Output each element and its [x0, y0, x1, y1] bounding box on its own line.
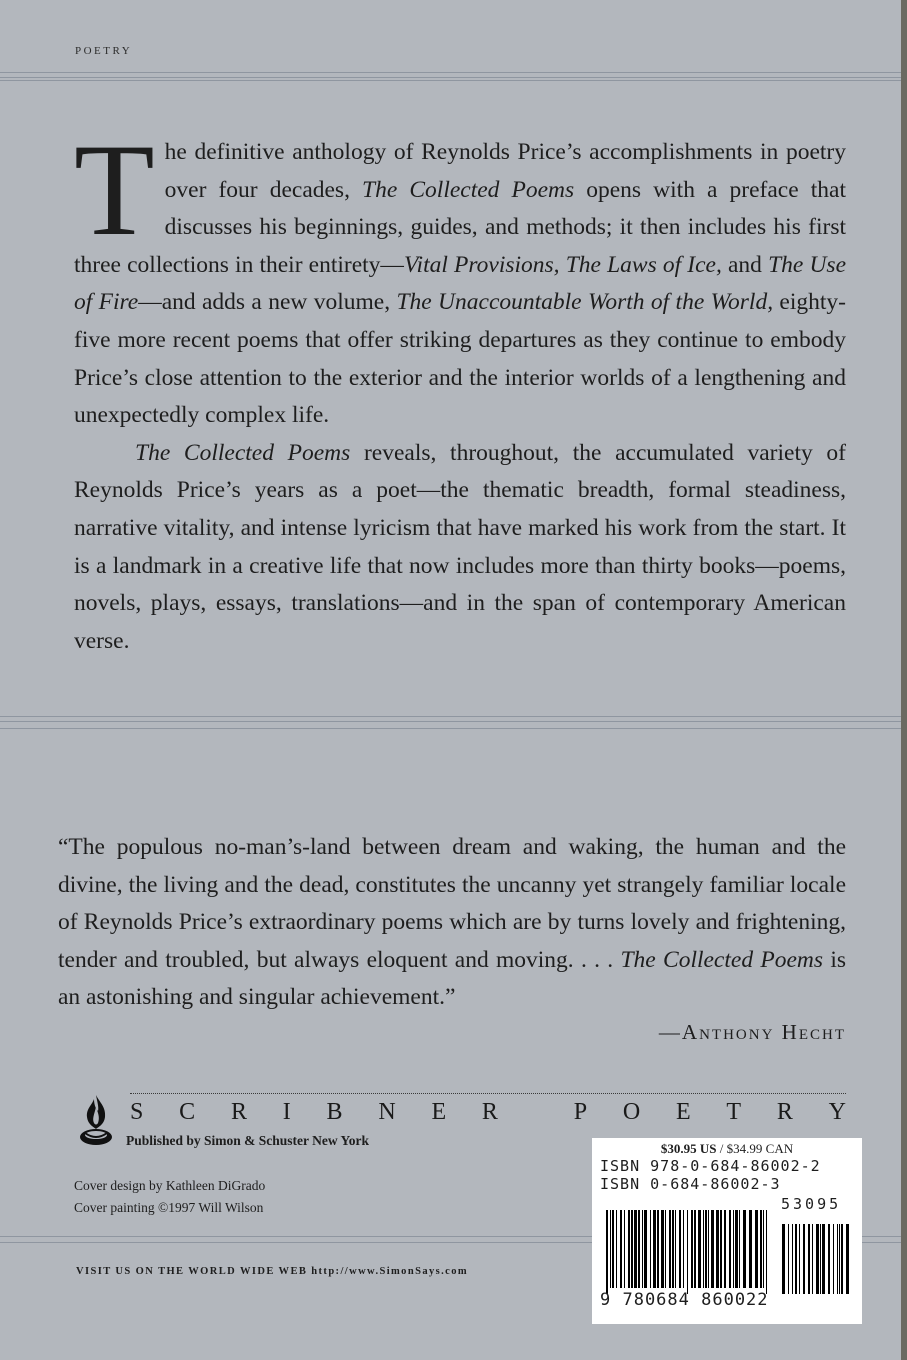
flame-torch-logo — [76, 1093, 116, 1149]
imprint-letter: T — [726, 1099, 742, 1125]
text-run: opens with a preface that discusses his beginnings, guides, and methods; it then includes his first three collections in their entirety— — [74, 176, 846, 278]
barcode-bar — [720, 1210, 722, 1288]
imprint-letter: N — [378, 1099, 396, 1125]
barcode-bar — [683, 1210, 684, 1288]
barcode-bar — [638, 1210, 640, 1288]
quote-text — [58, 829, 846, 1017]
category-label: POETRY — [75, 45, 133, 57]
cover-credits — [74, 1175, 265, 1219]
barcode-bar — [612, 1210, 614, 1288]
barcode-bar — [653, 1210, 656, 1288]
barcode-bar — [657, 1210, 659, 1288]
barcode-bar — [631, 1210, 633, 1288]
italic-title: Vital Provisions, The Laws of Ice, — [403, 251, 722, 278]
barcode-bar — [610, 1210, 611, 1288]
imprint-letter: C — [179, 1099, 196, 1125]
addon-bar — [846, 1224, 849, 1294]
text-run: reveals, throughout, the accumulated variety of Reynolds Price’s years as a poet—the thematic breadth, formal steadiness, narrative vitality, and intense lyricism that have marked his work from the start. It is a landmark in a creative life that now includes more than thirty books—poems, novels, plays, essays, translations—and in the span of contemporary American verse. — [74, 439, 846, 654]
top-rule-thin — [0, 80, 901, 81]
barcode-bar — [650, 1210, 651, 1288]
barcode-bar — [766, 1210, 767, 1294]
imprint-rule — [130, 1093, 846, 1094]
barcode-bar — [743, 1210, 746, 1288]
barcode-bar — [703, 1210, 704, 1288]
ean-number: 9 780684 860022 — [600, 1290, 769, 1310]
italic-title: The Unaccountable Worth of the World, — [396, 289, 774, 316]
imprint-letter: I — [282, 1099, 291, 1125]
barcode-bar — [687, 1210, 688, 1294]
addon-bar — [837, 1224, 838, 1294]
addon-bar — [792, 1224, 793, 1294]
barcode-bar — [634, 1210, 637, 1288]
text-run: “The populous no-man’s-land between dream and waking, the human and the divine, the living and the dead, constitutes the uncanny yet strangely familiar locale of Reynolds Price’s extraordinary poems which are by turns lovely and frightening, tender and troubled, but always eloquent and moving. . . . — [58, 834, 846, 973]
description-text-1 — [74, 116, 846, 429]
quote-attribution: —Anthony Hecht — [658, 1020, 846, 1044]
addon-bar — [812, 1224, 813, 1294]
imprint-letter: E — [675, 1099, 691, 1125]
italic-title: The Use of Fire — [74, 251, 846, 316]
barcode-bar — [672, 1210, 674, 1288]
price-can: / $34.99 CAN — [716, 1141, 794, 1156]
barcode-bar — [691, 1210, 693, 1288]
text-run: —and adds a new volume, — [138, 289, 397, 316]
description-paragraph-1 — [74, 116, 846, 435]
barcode-bar — [705, 1210, 707, 1288]
imprint-letter: O — [622, 1099, 641, 1125]
text-run: and — [721, 251, 769, 278]
imprint-letter: R — [776, 1099, 793, 1125]
description-paragraph-2 — [74, 435, 846, 661]
description — [74, 116, 846, 660]
addon-bar — [833, 1224, 834, 1294]
cover-painting-credit: Cover painting ©1997 Will Wilson — [74, 1200, 264, 1215]
barcode-bar — [763, 1210, 764, 1288]
description-text-2 — [74, 440, 846, 654]
barcode-bar — [624, 1210, 625, 1288]
imprint-letter: E — [431, 1099, 447, 1125]
middle-rule — [0, 716, 901, 722]
text-run: eighty-five more recent poems that offer striking departures as they continue to embody Price’s close attention to the exterior and the interior worlds of a lengthening and unexpectedly complex life. — [74, 289, 846, 429]
isbn-10: ISBN 0-684-86002-3 — [600, 1175, 781, 1193]
barcode-bar — [760, 1210, 762, 1288]
publisher-line: Published by Simon & Schuster New York — [126, 1133, 370, 1148]
barcode-bar — [698, 1210, 701, 1288]
barcode-bar — [749, 1210, 752, 1288]
addon-bar — [839, 1224, 840, 1294]
addon-bar — [822, 1224, 825, 1294]
addon-code: 53095 — [781, 1195, 842, 1213]
barcode-bar — [661, 1210, 664, 1288]
italic-title: The Collected Poems — [620, 946, 824, 973]
imprint-letter: S — [130, 1099, 144, 1125]
barcode-bar — [755, 1210, 758, 1288]
cover-design-credit: Cover design by Kathleen DiGrado — [74, 1178, 266, 1193]
barcode-bar — [711, 1210, 714, 1288]
website-line: VISIT US ON THE WORLD WIDE WEB http://www.SimonSays.com — [76, 1266, 468, 1277]
addon-bar — [841, 1224, 843, 1294]
addon-bar — [782, 1224, 785, 1294]
addon-bar — [803, 1224, 805, 1294]
imprint-letter: B — [326, 1099, 343, 1125]
barcode-bar — [606, 1210, 608, 1294]
imprint-letter: P — [573, 1099, 588, 1125]
barcode-bar — [642, 1210, 643, 1288]
spine-edge — [901, 0, 907, 1360]
italic-title: The Collected Poems — [362, 176, 575, 203]
barcode-bar — [616, 1210, 617, 1288]
barcode-bar — [679, 1210, 681, 1288]
text-run: he definitive anthology of Reynolds Price’s accomplishments in poetry over four decades, — [164, 139, 846, 203]
addon-bar — [816, 1224, 819, 1294]
addon-bar — [820, 1224, 821, 1294]
barcode-bar — [694, 1210, 696, 1288]
barcode-bar — [724, 1210, 726, 1288]
top-rule — [0, 72, 901, 78]
addon-bar — [795, 1224, 797, 1294]
barcode-panel — [592, 1138, 862, 1324]
isbn-13: ISBN 978-0-684-86002-2 — [600, 1157, 821, 1175]
addon-bar — [808, 1224, 810, 1294]
barcode-bar — [735, 1210, 738, 1288]
imprint-letter: Y — [828, 1099, 846, 1125]
barcode-bar — [729, 1210, 731, 1288]
barcode-bar — [716, 1210, 719, 1288]
barcode-bar — [620, 1210, 622, 1288]
barcode-bar — [733, 1210, 734, 1288]
price-us: $30.95 US — [660, 1141, 717, 1156]
imprint-letter: R — [230, 1099, 247, 1125]
middle-rule-thin — [0, 728, 901, 729]
barcode-bar — [628, 1210, 630, 1288]
price-line — [592, 1141, 862, 1157]
dropcap: T — [74, 116, 155, 263]
imprint-scribner-poetry — [130, 1099, 846, 1126]
italic-title: The Collected Poems — [135, 439, 351, 466]
imprint-letter: R — [481, 1099, 498, 1125]
barcode-bar — [675, 1210, 676, 1288]
barcode-bar — [665, 1210, 666, 1288]
barcode-bar — [739, 1210, 740, 1288]
barcode-bar — [708, 1210, 709, 1288]
addon-bar — [828, 1224, 830, 1294]
text-run: is an astonishing and singular achievement.” — [58, 946, 846, 1011]
addon-bar — [799, 1224, 800, 1294]
addon-bar — [788, 1224, 789, 1294]
review-quote — [58, 829, 846, 1017]
barcode-bar — [644, 1210, 647, 1288]
barcode-bar — [669, 1210, 671, 1288]
